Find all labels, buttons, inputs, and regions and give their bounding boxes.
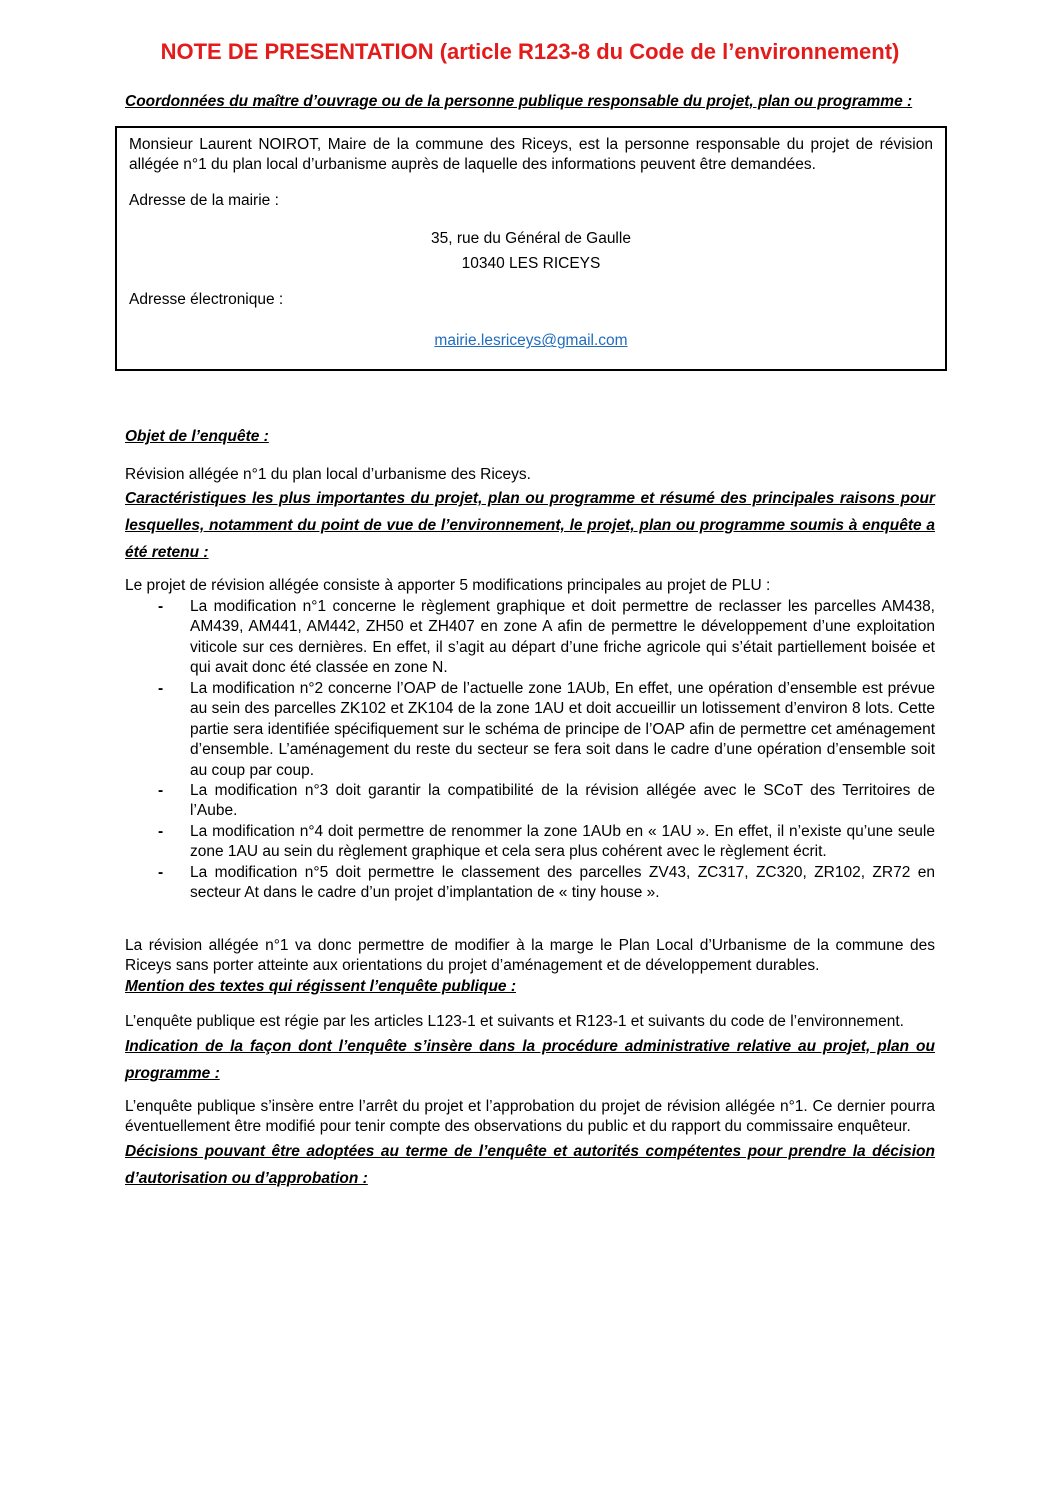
- address-line-2: 10340 LES RICEYS: [461, 255, 601, 273]
- mention-body: L’enquête publique est régie par les articles L123-1 et suivants et R123-1 et suivants du code de l’environnement.: [125, 1013, 904, 1031]
- modification-item-3: - La modification n°3 doit garantir la compatibilité de la révision allégée avec le SCoT des Territoires de l’Aube.: [190, 781, 935, 822]
- section-heading-objet: Objet de l’enquête :: [125, 428, 269, 446]
- modifications-list: [125, 597, 935, 904]
- caracteristiques-intro: Le projet de révision allégée consiste à apporter 5 modifications principales au projet de PLU :: [125, 577, 771, 595]
- address-line-1: 35, rue du Général de Gaulle: [431, 230, 631, 248]
- indication-body: L’enquête publique s’insère entre l’arrêt du projet et l’approbation du projet de révision allégée n°1. Ce dernier pourra éventuellement être modifié pour tenir compte des observations du public et du rapport du commissaire enquêteur.: [125, 1097, 935, 1136]
- modification-item-5: - La modification n°5 doit permettre le classement des parcelles ZV43, ZC317, ZC320, ZR102, ZR72 en secteur At dans le cadre d’un projet d’implantation de « tiny house ».: [190, 863, 935, 904]
- caracteristiques-conclusion: La révision allégée n°1 va donc permettre de modifier à la marge le Plan Local d’Urbanisme de la commune des Riceys sans porter atteinte aux orientations du projet d’aménagement et de développement durables.: [125, 936, 935, 975]
- email-label: Adresse électronique :: [129, 290, 284, 308]
- mairie-address: [129, 227, 933, 277]
- modification-item-1: - La modification n°1 concerne le règlement graphique et doit permettre de reclasser les parcelles AM438, AM439, AM441, AM442, ZH50 et ZH407 en zone A afin de permettre le développement d’une exploitation viticole sur ces dernières. En effet, il s’agit au départ d’une friche agricole qui s’était partiellement boisée et qui avait donc été classée en zone N.: [190, 597, 935, 679]
- section-heading-indication: Indication de la façon dont l’enquête s’insère dans la procédure administrative relative au projet, plan ou programme :: [125, 1037, 935, 1082]
- email-row: [129, 329, 933, 354]
- responsible-person-paragraph: Monsieur Laurent NOIROT, Maire de la commune des Riceys, est la personne responsable du projet de révision allégée n°1 du plan local d’urbanisme auprès de laquelle des informations peuvent être demandées.: [129, 135, 933, 174]
- section-heading-caracteristiques: Caractéristiques les plus importantes du projet, plan ou programme et résumé des principales raisons pour lesquelles, notamment du point de vue de l’environnement, le projet, plan ou programme soumis à enquête a été retenu :: [125, 490, 935, 562]
- email-link[interactable]: mairie.lesriceys@gmail.com: [434, 332, 628, 350]
- contact-info-box: [115, 126, 947, 371]
- section-heading-decisions: Décisions pouvant être adoptées au terme de l’enquête et autorités compétentes pour prendre la décision d’autorisation ou d’approbation :: [125, 1142, 935, 1187]
- modification-item-2: - La modification n°2 concerne l’OAP de l’actuelle zone 1AUb, En effet, une opération d’ensemble est prévue au sein des parcelles ZK102 et ZK104 de la zone 1AU et doit accueillir un lotissement d’environ 8 lots. Cette partie sera identifiée spécifiquement sur le schéma de principe de l’OAP afin de permettre cet aménagement d’ensemble. L’aménagement du reste du secteur se fera soit dans le cadre d’une opération d’ensemble soit au coup par coup.: [190, 679, 935, 781]
- section-heading-coordonnees: Coordonnées du maître d’ouvrage ou de la personne publique responsable du projet, plan ou programme :: [125, 92, 913, 110]
- objet-body: Révision allégée n°1 du plan local d’urbanisme des Riceys.: [125, 465, 531, 483]
- mairie-address-label: Adresse de la mairie :: [129, 191, 279, 209]
- page-title: NOTE DE PRESENTATION (article R123-8 du Code de l’environnement): [160, 39, 900, 64]
- modification-item-4: - La modification n°4 doit permettre de renommer la zone 1AUb en « 1AU ». En effet, il n’existe qu’une seule zone 1AU au sein du règlement graphique et cela sera plus cohérent avec le règlement écrit.: [190, 822, 935, 863]
- section-heading-mention: Mention des textes qui régissent l’enquête publique :: [125, 977, 516, 995]
